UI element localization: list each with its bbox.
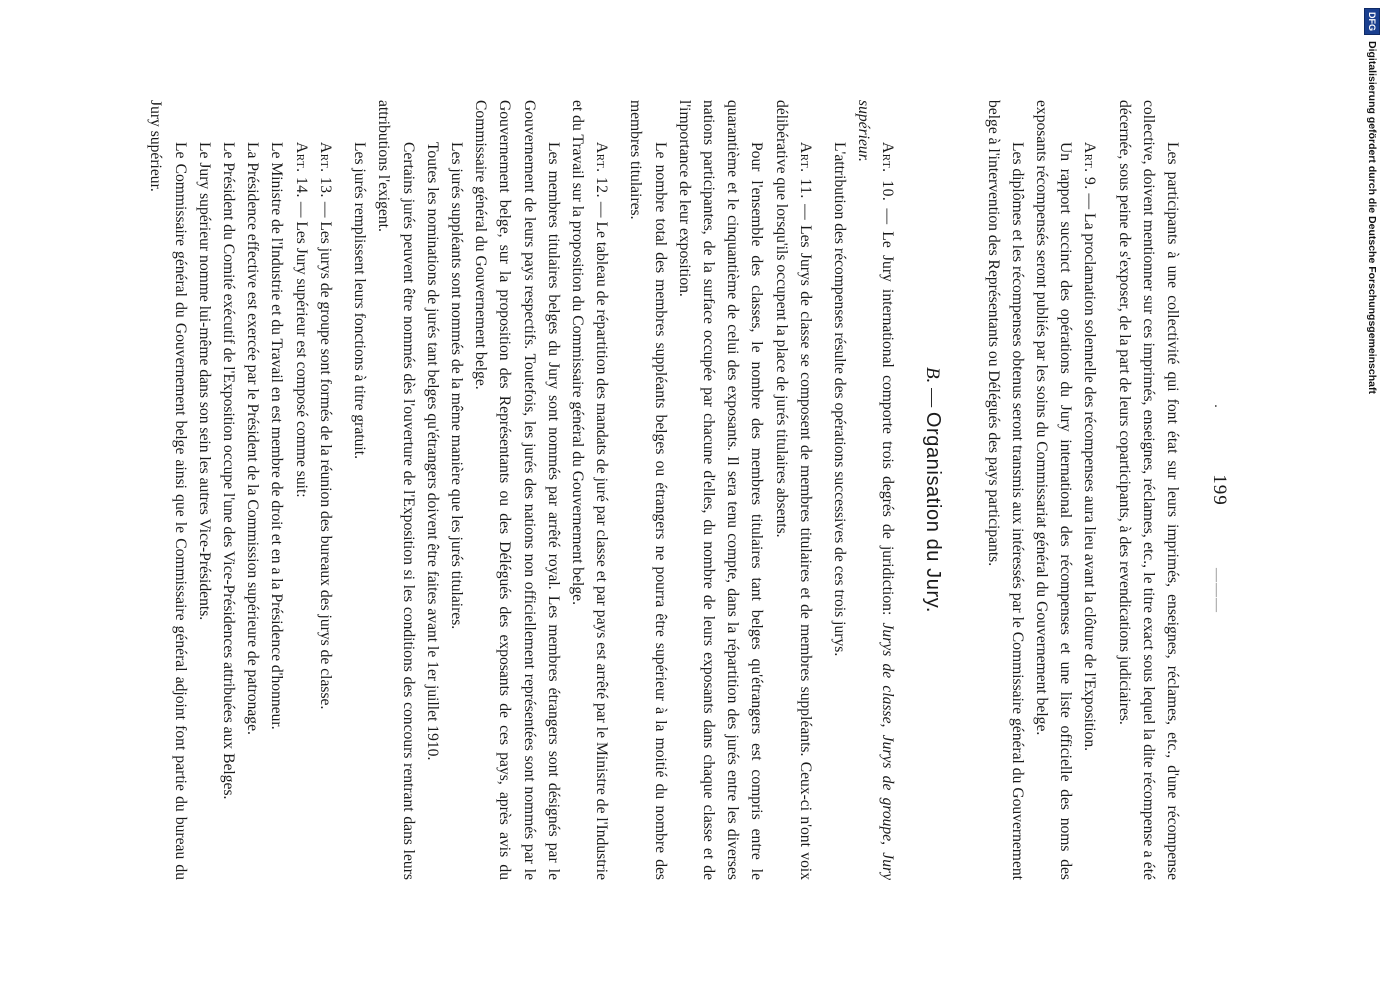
paragraph: Les participants à une collectivité qui font état sur leurs imprimés, enseignes, réclames, etc., d'une récompense collective, doivent mentionner sur ces imprimés, enseignes, réclames, etc., le titre exact sous lequel la dite récompense a été décernée, sous peine de s'exposer, de la part de leurs coparticipants, à des revendications judiciaires. [1115,100,1181,880]
article-9: Art. 9. — La proclamation solennelle des récompenses aura lieu avant la clôture de l'Exposition. [1081,142,1099,752]
section-title: Organisation du Jury. [922,411,945,614]
section-letter: B. [922,366,944,384]
page-number: 199 [1209,474,1230,506]
article-10: Art. 10. — Le Jury international comporte trois degrés de juridiction: Jurys de classe, Jurys de groupe, Jury supérieur. [855,100,897,881]
article-11: Art. 11. — Les Jurys de classe se composent de membres titulaires et de membres suppléants. Ceux-ci n'ont voix délibérative que lorsqu'ils occupent la place de jurés titulaires absents. [772,100,814,880]
article-label: Art. 13. [316,142,334,198]
dfg-logo-icon: DFG [1364,8,1380,35]
paragraph: Toutes les nominations de jurés tant belges qu'étrangers doivent être faites avant le 1er juillet 1910. [423,142,441,761]
paragraph: Les jurés remplissent leurs fonctions à titre gratuit. [351,142,369,459]
article-label: Art. 14. [292,142,310,198]
paragraph: Un rapport succinct des opérations du Jury international des récompenses et une liste officielle des noms des exposants récompensés seront publiés par les soins du Commissariat général du Gouvernement belge. [1032,100,1075,880]
article-13: Art. 13. — Les jurys de groupe sont formés de la réunion des bureaux des jurys de classe. [316,142,334,710]
section-heading: B. — Organisation du Jury. [922,366,945,614]
article-12: Art. 12. — Le tableau de répartition des mandats de juré par classe et par pays est arrêté par le Ministre de l'Industrie et du Travail sur la proposition du Commissaire général du Gouvernement belge. [568,100,611,880]
article-label: Art. 9. [1081,142,1099,190]
article-14: Art. 14. — Les Jury supérieur est composé comme suit: [292,142,310,498]
paragraph: Le nombre total des membres suppléants belges ou étrangers ne pourra être supérieur à la moitié du nombre des membres titulaires. [627,100,669,880]
document-body [143,100,1184,880]
paragraph: Les diplômes et les récompenses obtenus seront transmis aux intéressés par le Commissaire général du Gouvernement belge à l'intervention des Représentants ou Délégués des pays participants. [984,100,1026,880]
paragraph: Certains jurés peuvent être nommés dès l'ouverture de l'Exposition si les conditions des concours rentrant dans leurs attributions l'exigent. [375,100,417,880]
article-label: Art. 11. [796,142,814,199]
paragraph: Le Ministre de l'Industrie et du Travail en est membre de droit et en a la Présidence d'honneur. [268,142,286,730]
paragraph: La Présidence effective est exercée par le Président de la Commission supérieure de patronage. [244,142,262,735]
paragraph: Le Président du Comité exécutif de l'Exposition occupe l'une des Vice-Présidences attribuées aux Belges. [220,142,238,800]
article-label: Art. 12. [593,142,611,198]
paragraph: L'attribution des récompenses résulte des opérations successives de ces trois jurys. [830,142,848,657]
digitization-credit [1366,8,1380,788]
credit-text: Digitalisierung gefördert durch die Deutsche Forschungsgemeinschaft [1366,41,1378,394]
page-number-header: . 199 ——— [1209,404,1230,613]
paragraph: Le Commissaire général du Gouvernement belge ainsi que le Commissaire général adjoint font partie du bureau du Jury supérieur. [147,100,189,880]
article-label: Art. 10. [879,142,897,202]
paragraph: Le Jury supérieur nomme lui-même dans son sein les autres Vice-Présidents. [195,142,213,621]
paragraph: Pour l'ensemble des classes, le nombre des membres titulaires tant belges qu'étrangers est compris entre le quarantième et le cinquantième de celui des exposants. Il sera tenu compte, dans la répartition des jurés entre les diverses nations participantes, de la surface occupée par chacune d'elles, du nombre de leurs exposants dans chaque classe et de l'importance de leur exposition. [675,100,766,880]
paragraph: Les jurés suppléants sont nommés de la même manière que les jurés titulaires. [447,142,465,630]
rotated-page [147,100,1230,881]
paragraph: Les membres titulaires belges du Jury sont nommés par arrêté royal. Les membres étrangers sont désignés par le Gouvernement de leurs pays respectifs. Toutefois, les jurés des nations non officiellement représentées sont nommés par le Gouvernement belge, sur la proposition des Représentants ou des Délégués des exposants de ces pays, après avis du Commissaire général du Gouvernement belge. [472,100,562,880]
